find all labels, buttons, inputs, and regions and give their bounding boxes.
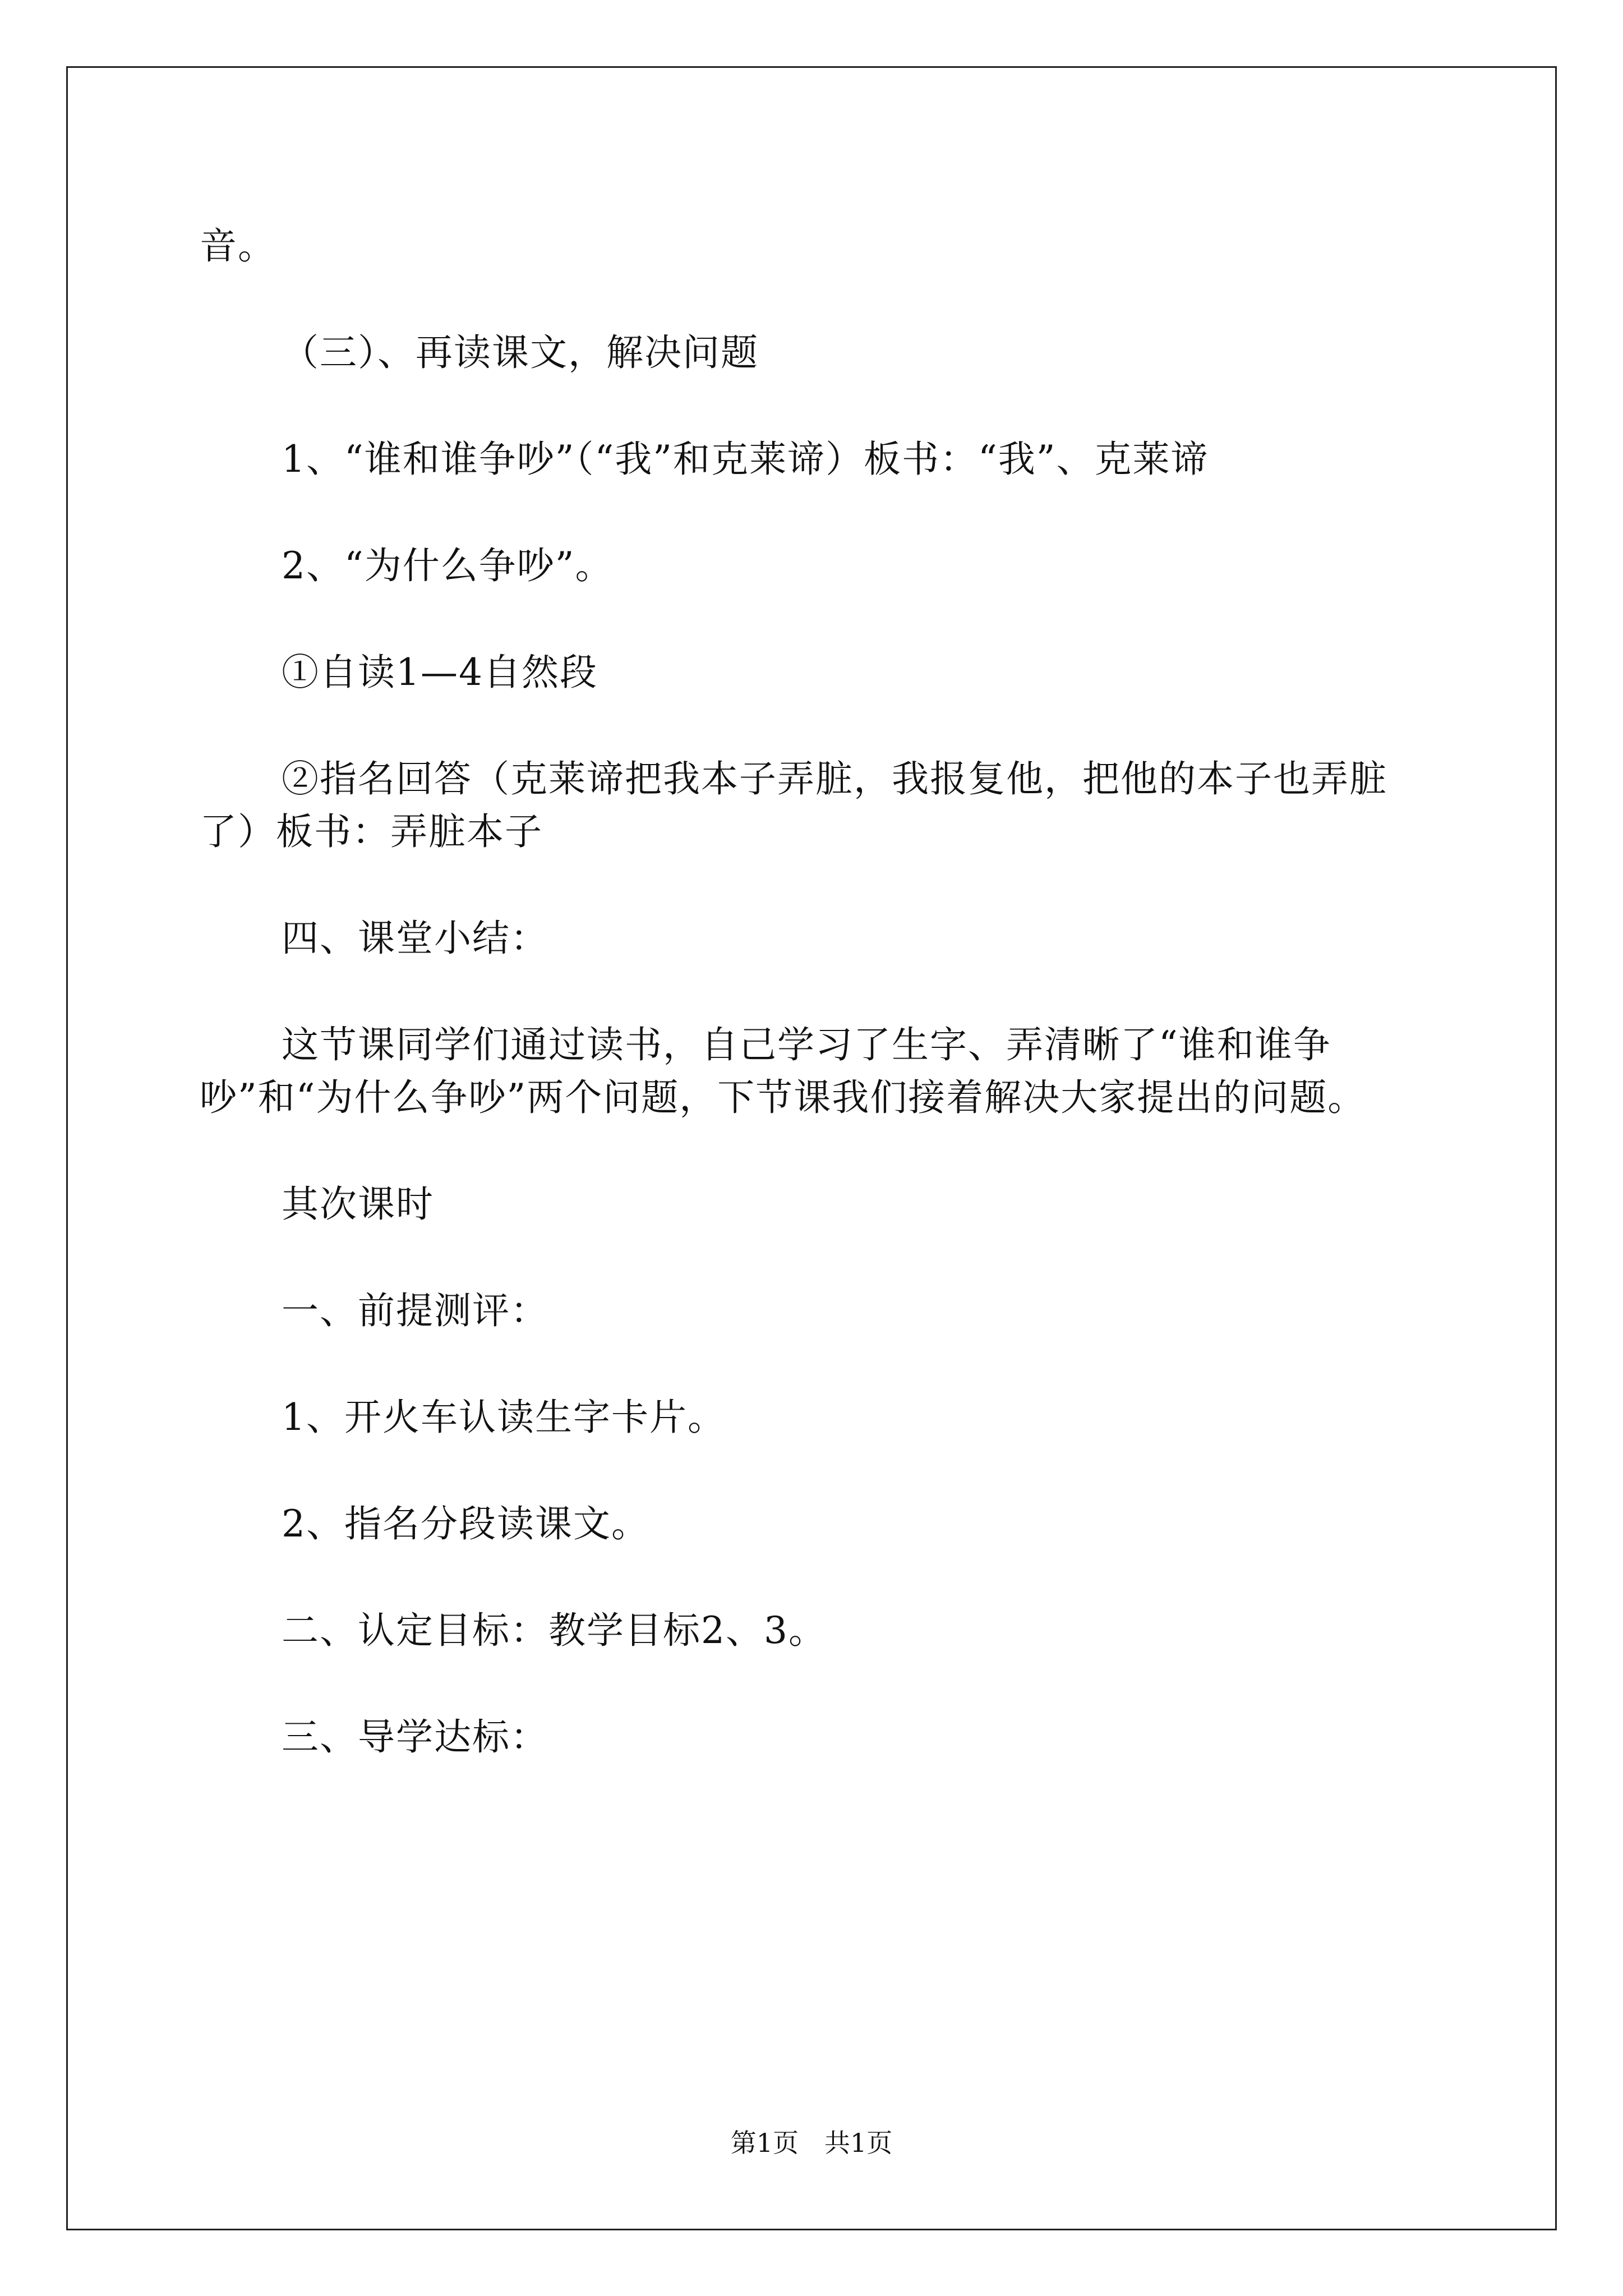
section-heading: 四、课堂小结： <box>282 917 548 960</box>
paragraph: 2、“为什么争吵”。 <box>282 544 614 587</box>
document-body <box>200 220 1433 1818</box>
paragraph: 2、指名分段读课文。 <box>282 1502 649 1545</box>
paragraph: ①自读1—4自然段 <box>282 651 598 694</box>
paragraph: ②指名回答（克莱谛把我本子弄脏，我报复他，把他的本子也弄脏了）板书：弄脏本子 <box>200 757 1387 853</box>
section-heading: 二、认定目标：教学目标2、3。 <box>282 1609 827 1652</box>
paragraph: 1、“谁和谁争吵”（“我”和克莱谛）板书：“我”、克莱谛 <box>282 438 1209 481</box>
page-footer: 第1页 共1页 <box>730 2128 893 2158</box>
section-heading: （三）、再读课文，解决问题 <box>282 331 759 374</box>
paragraph: 1、开火车认读生字卡片。 <box>282 1396 726 1439</box>
section-heading: 其次课时 <box>282 1182 434 1226</box>
section-heading: 一、前提测评： <box>282 1289 548 1332</box>
paragraph: 这节课同学们通过读书，自己学习了生字、弄清晰了“谁和谁争吵”和“为什么争吵”两个问题，下节课我们接着解决大家提出的问题。 <box>200 1023 1366 1119</box>
section-heading: 三、导学达标： <box>282 1715 548 1759</box>
paragraph: 音。 <box>200 224 276 268</box>
